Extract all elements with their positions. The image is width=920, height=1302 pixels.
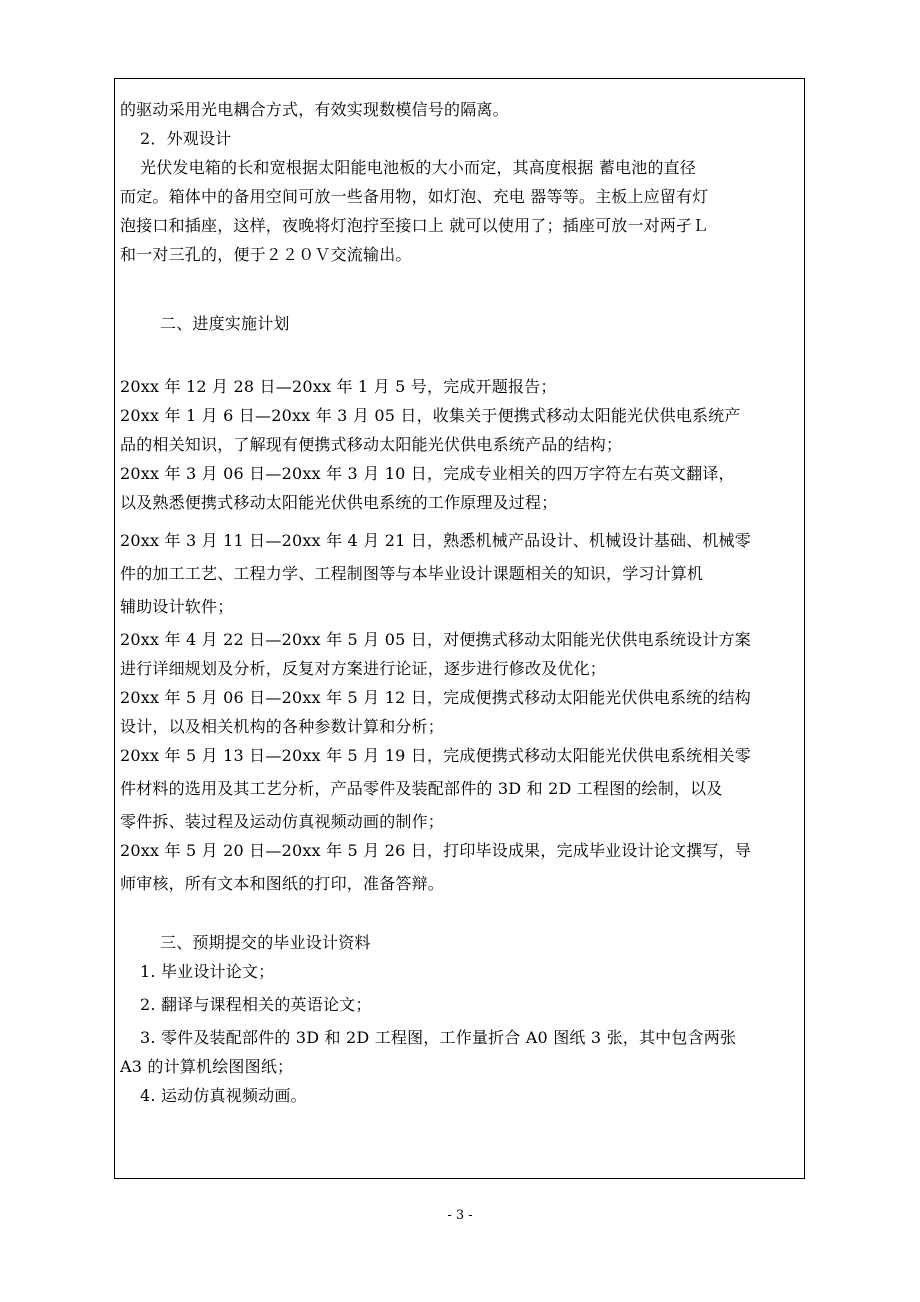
text-line: 而定。箱体中的备用空间可放一些备用物，如灯泡、充电 器等等。主板上应留有灯 xyxy=(120,187,709,206)
text-line: 20xx 年 1 月 6 日—20xx 年 3 月 05 日，收集关于便携式移动太阳能光伏供电系统产 xyxy=(120,406,741,425)
text-line: 20xx 年 5 月 13 日—20xx 年 5 月 19 日，完成便携式移动太阳能光伏供电系统相关零 xyxy=(120,746,751,765)
text-line: 以及熟悉便携式移动太阳能光伏供电系统的工作原理及过程； xyxy=(120,493,558,512)
text-line: 1. 毕业设计论文； xyxy=(140,962,275,981)
text-line: 品的相关知识，了解现有便携式移动太阳能光伏供电系统产品的结构； xyxy=(120,435,623,454)
text-line: 设计，以及相关机构的各种参数计算和分析； xyxy=(120,717,445,736)
text-line: 件的加工工艺、工程力学、工程制图等与本毕业设计课题相关的知识，学习计算机 xyxy=(120,564,704,583)
text-line: 辅助设计软件； xyxy=(120,597,234,616)
text-line: 20xx 年 3 月 11 日—20xx 年 4 月 21 日，熟悉机械产品设计、机械设计基础、机械零 xyxy=(120,531,751,550)
text-line: 2. 翻译与课程相关的英语论文； xyxy=(140,995,372,1014)
text-line: 的驱动采用光电耦合方式，有效实现数模信号的隔离。 xyxy=(120,100,509,119)
text-line: 师审核，所有文本和图纸的打印，准备答辩。 xyxy=(120,874,445,893)
text-line: 20xx 年 5 月 06 日—20xx 年 5 月 12 日，完成便携式移动太阳能光伏供电系统的结构 xyxy=(120,688,751,707)
text-line: 20xx 年 4 月 22 日—20xx 年 5 月 05 日，对便携式移动太阳能光伏供电系统设计方案 xyxy=(120,630,751,649)
text-line: 和一对三孔的，便于２２０Ｖ交流输出。 xyxy=(120,245,412,264)
text-line: 20xx 年 5 月 20 日—20xx 年 5 月 26 日，打印毕设成果，完成毕业设计论文撰写，导 xyxy=(120,841,751,860)
text-line: 光伏发电箱的长和宽根据太阳能电池板的大小而定，其高度根据 蓄电池的直径 xyxy=(140,158,697,177)
text-line: A3 的计算机绘图图纸； xyxy=(120,1057,294,1076)
text-line: 二、进度实施计划 xyxy=(160,314,290,333)
page-number: - 3 - xyxy=(447,1208,473,1223)
text-line: 20xx 年 3 月 06 日—20xx 年 3 月 10 日，完成专业相关的四万字符左右英文翻译， xyxy=(120,464,735,483)
text-line: 进行详细规划及分析，反复对方案进行论证，逐步进行修改及优化； xyxy=(120,659,607,678)
text-line: 泡接口和插座，这样，夜晚将灯泡拧至接口上 就可以使用了；插座可放一对两孑Ｌ xyxy=(120,216,709,235)
text-line: 2．外观设计 xyxy=(140,129,232,148)
text-line: 件材料的选用及其工艺分析，产品零件及装配部件的 3D 和 2D 工程图的绘制，以及 xyxy=(120,779,723,798)
text-line: 零件拆、装过程及运动仿真视频动画的制作； xyxy=(120,812,445,831)
text-line: 三、预期提交的毕业设计资料 xyxy=(160,933,371,952)
text-line: 3. 零件及装配部件的 3D 和 2D 工程图，工作量折合 A0 图纸 3 张，其中包含两张 xyxy=(140,1028,737,1047)
text-line: 20xx 年 12 月 28 日—20xx 年 1 月 5 号，完成开题报告； xyxy=(120,377,557,396)
text-line: 4. 运动仿真视频动画。 xyxy=(140,1086,307,1105)
